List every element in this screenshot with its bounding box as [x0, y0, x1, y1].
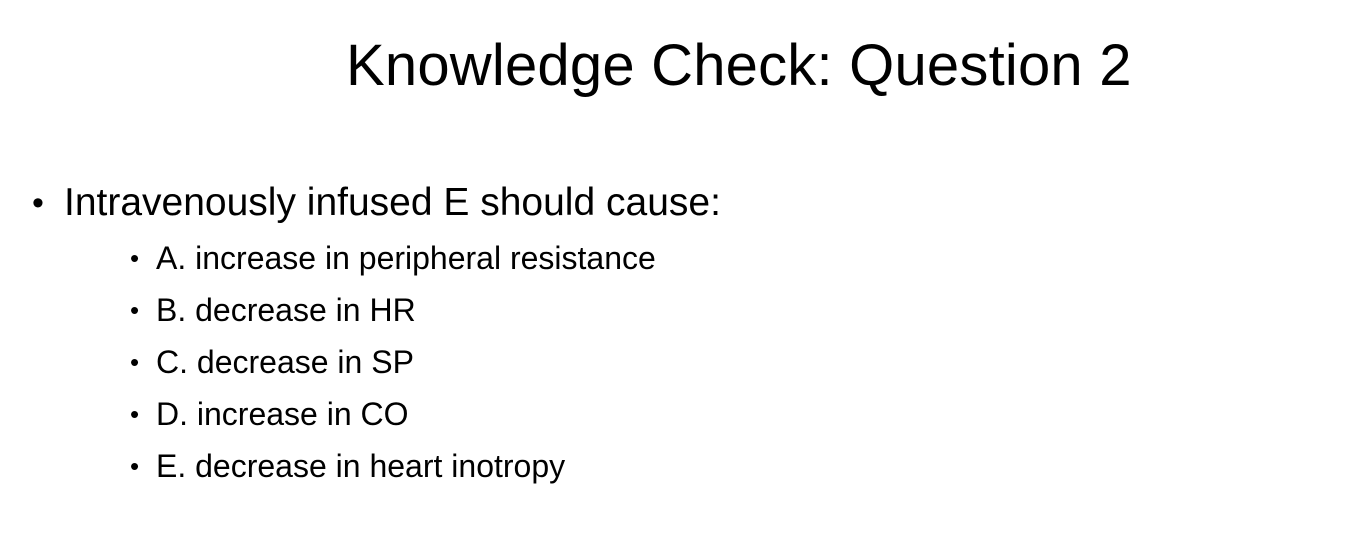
option-e: [126, 440, 721, 492]
option-a: [126, 232, 721, 284]
slide-title: Knowledge Check: Question 2: [346, 33, 1132, 98]
option-d: [126, 388, 721, 440]
bullet-icon: •: [32, 184, 44, 222]
question-text: Intravenously infused E should cause:: [64, 181, 721, 224]
option-c: [126, 336, 721, 388]
question-item: [30, 178, 721, 492]
option-text: A. increase in peripheral resistance: [156, 240, 656, 276]
bullet-icon: •: [130, 347, 140, 377]
bullet-icon: •: [130, 399, 140, 429]
option-text: E. decrease in heart inotropy: [156, 448, 566, 484]
bullet-icon: •: [130, 243, 140, 273]
bullet-icon: •: [130, 295, 140, 325]
option-text: B. decrease in HR: [156, 292, 416, 328]
options-list: [64, 232, 721, 492]
option-text: D. increase in CO: [156, 396, 409, 432]
option-b: [126, 284, 721, 336]
bullet-icon: •: [130, 451, 140, 481]
slide-content: [30, 178, 721, 492]
option-text: C. decrease in SP: [156, 344, 414, 380]
